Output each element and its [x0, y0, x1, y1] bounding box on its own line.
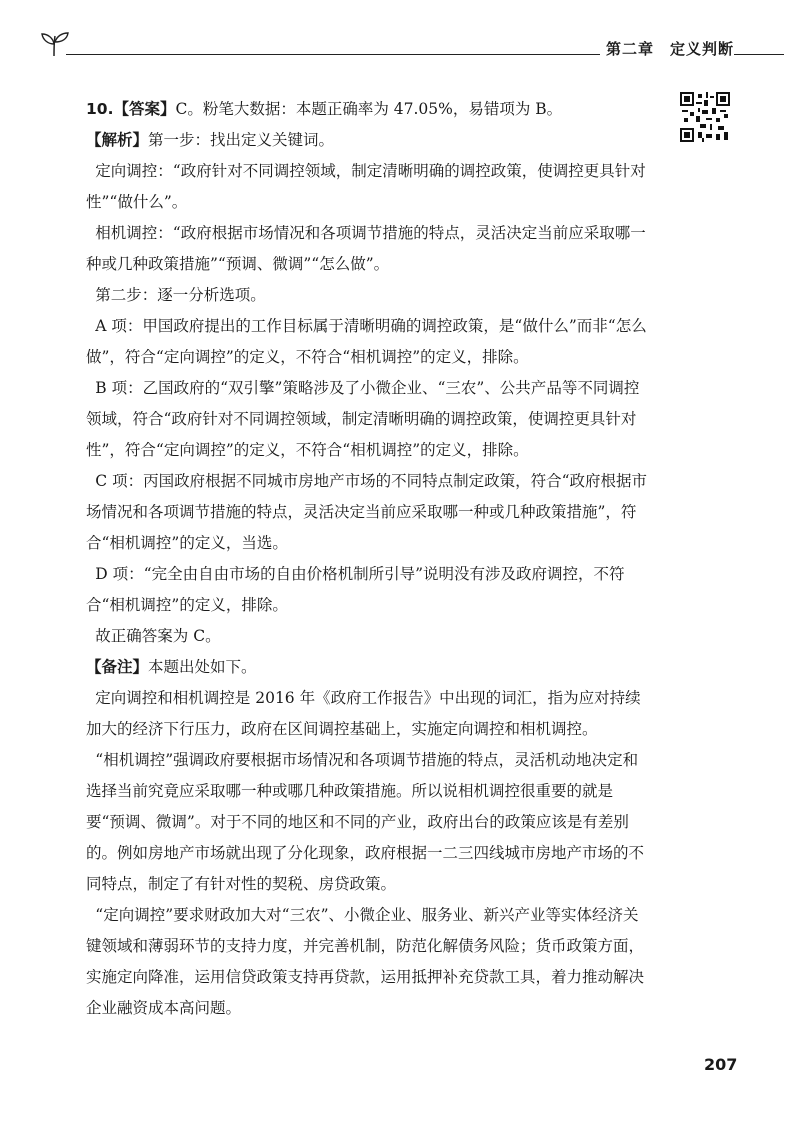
definition-targeted: 定向调控：“政府针对不同调控领域，制定清晰明确的调控政策，使调控更具针对性”“做什么”。 — [86, 162, 646, 211]
analysis-step-1: 【解析】第一步：找出定义关键词。 — [86, 131, 335, 149]
chapter-number: 第二章 — [606, 40, 655, 58]
section-title: 定义判断 — [670, 40, 735, 58]
note-line: 【备注】本题出处如下。 — [86, 658, 257, 676]
header-rule-right — [734, 54, 784, 55]
page-number: 207 — [704, 1055, 738, 1074]
answer-line: 10.【答案】C。粉笔大数据：本题正确率为 47.05%，易错项为 B。 — [86, 100, 563, 118]
answer-tag: 10.【答案】 — [86, 100, 176, 118]
note-paragraph-2: “相机调控”强调政府要根据市场情况和各项调节措施的特点，灵活机动地决定和选择当前究竟应采取哪一种或哪几种政策措施。所以说相机调控很重要的就是要“预调、微调”。对于不同的地区和不同的产业，政府出台的政策应该是有差别的。例如房地产市场就出现了分化现象，政府根据一二三四线城市房地产市场的不同特点，制定了有针对性的契税、房贷政策。 — [86, 751, 645, 893]
answer-explanation — [86, 94, 648, 1024]
header-rule-left — [66, 54, 622, 55]
analysis-step-2: 第二步：逐一分析选项。 — [95, 286, 266, 304]
note-paragraph-3: “定向调控”要求财政加大对“三农”、小微企业、服务业、新兴产业等实体经济关键领域和薄弱环节的支持力度，并完善机制，防范化解债务风险；货币政策方面，实施定向降准，运用信贷政策支持再贷款，运用抵押补充贷款工具，着力推动解决企业融资成本高问题。 — [86, 906, 645, 1017]
note-paragraph-1: 定向调控和相机调控是 2016 年《政府工作报告》中出现的词汇，指为应对持续加大的经济下行压力，政府在区间调控基础上，实施定向调控和相机调控。 — [86, 689, 641, 738]
option-c-analysis: C 项：丙国政府根据不同城市房地产市场的不同特点制定政策，符合“政府根据市场情况和各项调节措施的特点，灵活决定当前应采取哪一种或几种政策措施”，符合“相机调控”的定义，当选。 — [86, 472, 648, 552]
chapter-title — [600, 38, 740, 59]
option-b-analysis: B 项：乙国政府的“双引擎”策略涉及了小微企业、“三农”、公共产品等不同调控领域，符合“政府针对不同调控领域，制定清晰明确的调控政策，使调控更具针对性”，符合“定向调控”的定义，不符合“相机调控”的定义，排除。 — [86, 379, 640, 459]
conclusion: 故正确答案为 C。 — [95, 627, 221, 645]
page-header — [40, 28, 760, 68]
qr-code-icon[interactable] — [680, 92, 730, 142]
note-tag: 【备注】 — [86, 658, 149, 676]
definition-discretionary: 相机调控：“政府根据市场情况和各项调节措施的特点，灵活决定当前应采取哪一种或几种政策措施”“预调、微调”“怎么做”。 — [86, 224, 646, 273]
option-a-analysis: A 项：甲国政府提出的工作目标属于清晰明确的调控政策，是“做什么”而非“怎么做”，符合“定向调控”的定义，不符合“相机调控”的定义，排除。 — [86, 317, 647, 366]
option-d-analysis: D 项：“完全由自由市场的自由价格机制所引导”说明没有涉及政府调控，不符合“相机调控”的定义，排除。 — [86, 565, 625, 614]
analysis-tag: 【解析】 — [86, 131, 149, 149]
